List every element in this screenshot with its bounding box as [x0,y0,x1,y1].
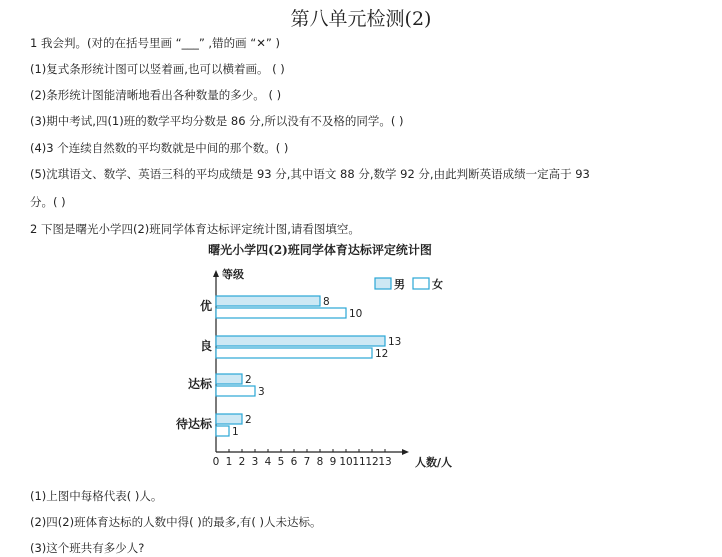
x-tick-label: 12 [365,456,379,468]
x-tick-label: 8 [316,456,324,468]
page-title: 第八单元检测(2) [290,8,432,30]
x-tick-label: 13 [378,456,392,468]
bar-value-label: 8 [323,296,330,308]
x-tick-label: 4 [264,456,272,468]
y-axis-label: 等级 [222,268,244,281]
bar-male [216,414,242,424]
category-label: 待达标 [175,417,212,431]
x-tick-label: 10 [339,456,353,468]
bar-female [216,348,372,358]
bar-value-label: 12 [375,348,389,360]
bar-male [216,336,385,346]
legend-label: 女 [432,278,443,291]
bar-value-label: 10 [349,308,363,320]
judge-item-1: (1)复式条形统计图可以竖着画,也可以横着画。 ( ) [30,62,285,76]
bar-value-label: 2 [245,414,252,426]
bar-value-label: 3 [258,386,265,398]
y-axis-arrow [213,270,219,277]
x-tick-label: 3 [251,456,259,468]
judge-item-5: (5)沈琪语文、数学、英语三科的平均成绩是 93 分,其中语文 88 分,数学 92 分,由此判断英语成绩一定高于 93 [30,167,590,181]
question-3: (3)这个班共有多少人? [30,541,145,555]
bar-chart [160,236,480,476]
legend-swatch [413,278,429,289]
bar-chart-svg [160,236,480,476]
bar-female [216,386,255,396]
x-tick-label: 11 [352,456,366,468]
bar-value-label: 2 [245,374,252,386]
question-1: (1)上图中每格代表( )人。 [30,489,163,503]
x-tick-label: 0 [212,456,220,468]
category-label: 达标 [187,377,212,391]
bar-value-label: 13 [388,336,402,348]
judge-item-3: (3)期中考试,四(1)班的数学平均分数是 86 分,所以没有不及格的同学。( ) [30,114,404,128]
chart-title: 曙光小学四(2)班同学体育达标评定统计图 [208,243,432,257]
x-tick-label: 1 [225,456,233,468]
bar-male [216,374,242,384]
bar-male [216,296,320,306]
section2-heading: 2 下图是曙光小学四(2)班同学体育达标评定统计图,请看图填空。 [30,222,360,236]
judge-item-5-cont: 分。( ) [30,195,66,209]
x-tick-label: 5 [277,456,285,468]
x-tick-label: 2 [238,456,246,468]
category-label: 优 [199,299,212,313]
judge-item-4: (4)3 个连续自然数的平均数就是中间的那个数。( ) [30,141,289,155]
x-axis-label: 人数/人 [415,456,453,469]
category-label: 良 [199,339,212,353]
judge-item-2: (2)条形统计图能清晰地看出各种数量的多少。 ( ) [30,88,282,102]
legend-label: 男 [394,278,405,291]
bar-female [216,308,346,318]
question-2: (2)四(2)班体育达标的人数中得( )的最多,有( )人未达标。 [30,515,322,529]
x-axis-arrow [402,449,409,455]
x-tick-label: 6 [290,456,298,468]
x-tick-label: 9 [329,456,337,468]
bar-female [216,426,229,436]
x-tick-label: 7 [303,456,311,468]
bar-value-label: 1 [232,426,239,438]
legend-swatch [375,278,391,289]
section1-heading: 1 我会判。(对的在括号里画 “___” ,错的画 “✕” ) [30,36,280,50]
